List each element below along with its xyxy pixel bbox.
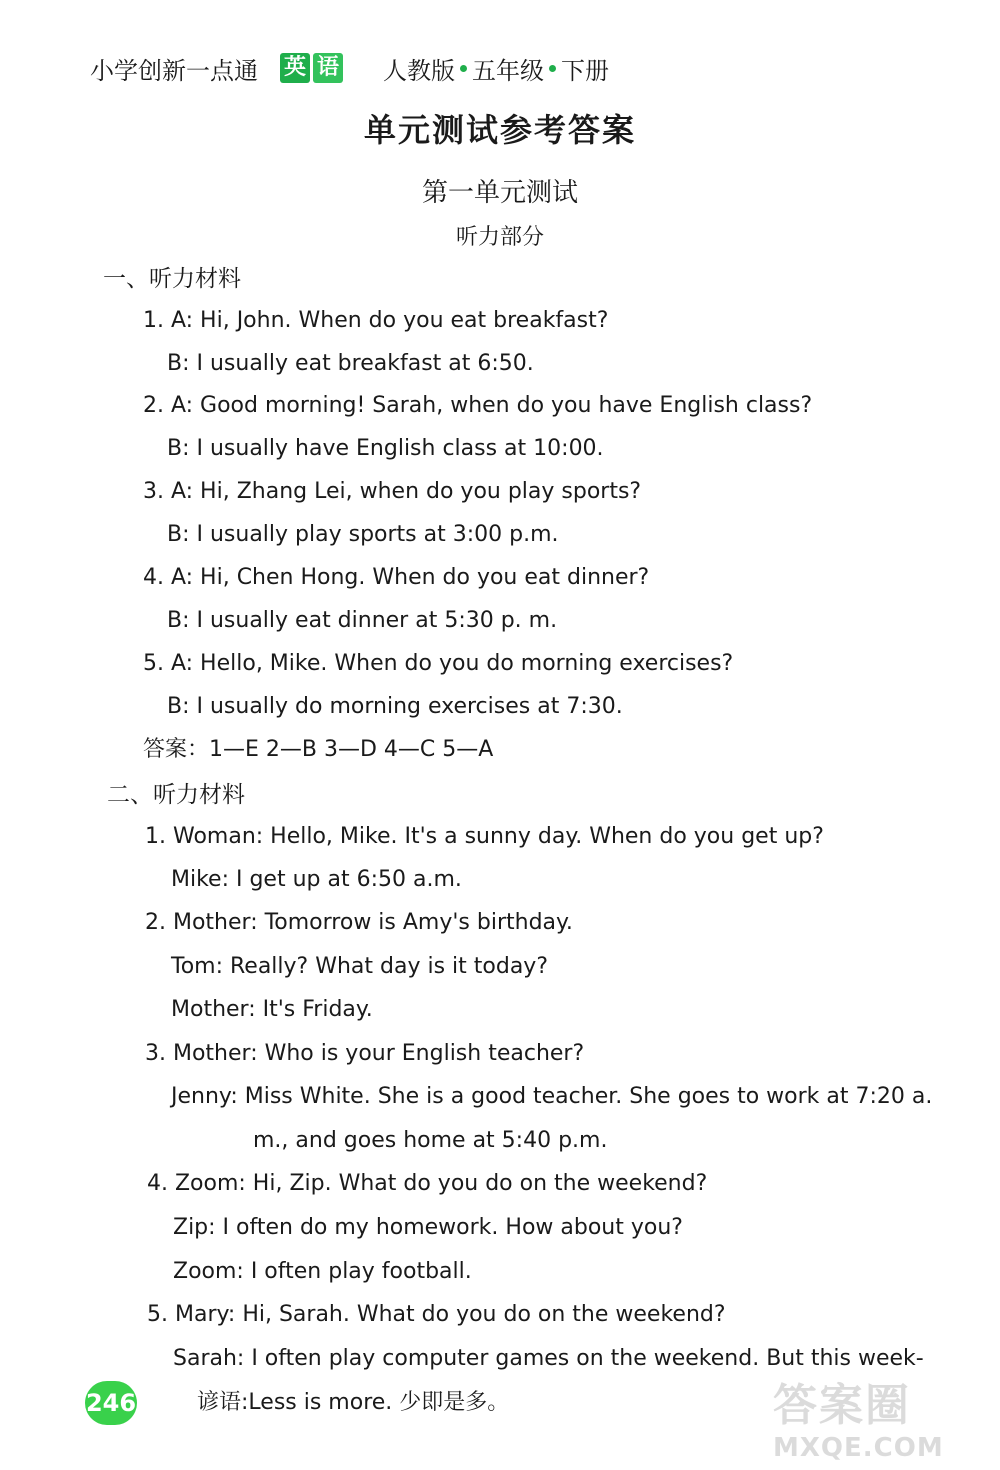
- proverb-label: 谚语:: [197, 1390, 249, 1415]
- dialogue-line: 4. A: Hi, Chen Hong. When do you eat dinner?: [143, 565, 650, 590]
- bullet-dot-icon: [460, 65, 467, 72]
- edition-volume: 下册: [561, 56, 609, 85]
- book-header: [90, 48, 609, 88]
- dialogue-line: Mike: I get up at 6:50 a.m.: [171, 867, 462, 892]
- dialogue-line: 1. A: Hi, John. When do you eat breakfast?: [143, 308, 609, 333]
- dialogue-line: 5. A: Hello, Mike. When do you do morning exercises?: [143, 651, 734, 676]
- dialogue-line: Zip: I often do my homework. How about you?: [173, 1215, 683, 1240]
- dialogue-line: 2. Mother: Tomorrow is Amy's birthday.: [145, 910, 573, 935]
- dialogue-line: B: I usually play sports at 3:00 p.m.: [167, 522, 559, 547]
- answer-key: 答案：1—E 2—B 3—D 4—C 5—A: [143, 737, 494, 762]
- dialogue-line: 3. Mother: Who is your English teacher?: [145, 1041, 585, 1066]
- page-title: 单元测试参考答案: [363, 111, 636, 149]
- subject-badge-2: 语: [313, 53, 343, 83]
- book-series-title: 小学创新一点通: [90, 56, 258, 85]
- dialogue-line: Jenny: Miss White. She is a good teacher. She goes to work at 7:20 a.: [171, 1084, 933, 1109]
- proverb-text: Less is more. 少即是多。: [248, 1390, 510, 1415]
- dialogue-line: 1. Woman: Hello, Mike. It's a sunny day. When do you get up?: [145, 824, 824, 849]
- unit-title: 第一单元测试: [421, 178, 578, 208]
- dialogue-line: m., and goes home at 5:40 p.m.: [253, 1128, 608, 1153]
- dialogue-line: B: I usually have English class at 10:00.: [167, 436, 604, 461]
- dialogue-line: 2. A: Good morning! Sarah, when do you have English class?: [143, 393, 813, 418]
- proverb: [197, 1388, 509, 1418]
- dialogue-line: 3. A: Hi, Zhang Lei, when do you play sports?: [143, 479, 642, 504]
- watermark-url: MXQE.COM: [773, 1433, 944, 1463]
- dialogue-line: Mother: It's Friday.: [171, 997, 373, 1022]
- section-2-heading: 二、听力材料: [107, 782, 245, 808]
- dialogue-line: B: I usually eat dinner at 5:30 p. m.: [167, 608, 558, 633]
- dialogue-line: B: I usually eat breakfast at 6:50.: [167, 351, 534, 376]
- subject-badges: [280, 53, 343, 83]
- dialogue-line: 4. Zoom: Hi, Zip. What do you do on the weekend?: [147, 1171, 708, 1196]
- edition-publisher: 人教版: [383, 56, 455, 85]
- watermark-logo: 答案圈: [773, 1380, 911, 1431]
- part-title: 听力部分: [455, 225, 544, 250]
- edition-info: [383, 51, 609, 86]
- bullet-dot-icon: [549, 65, 556, 72]
- dialogue-line: Tom: Really? What day is it today?: [171, 954, 549, 979]
- page-number: 246: [85, 1381, 137, 1425]
- section-1-heading: 一、听力材料: [103, 266, 241, 292]
- dialogue-line: Sarah: I often play computer games on the weekend. But this week-: [173, 1346, 924, 1371]
- edition-grade: 五年级: [472, 56, 544, 85]
- dialogue-line: Zoom: I often play football.: [173, 1259, 472, 1284]
- dialogue-line: 5. Mary: Hi, Sarah. What do you do on the weekend?: [147, 1302, 726, 1327]
- dialogue-line: B: I usually do morning exercises at 7:30.: [167, 694, 623, 719]
- subject-badge-1: 英: [280, 53, 310, 83]
- watermark: [773, 1369, 988, 1464]
